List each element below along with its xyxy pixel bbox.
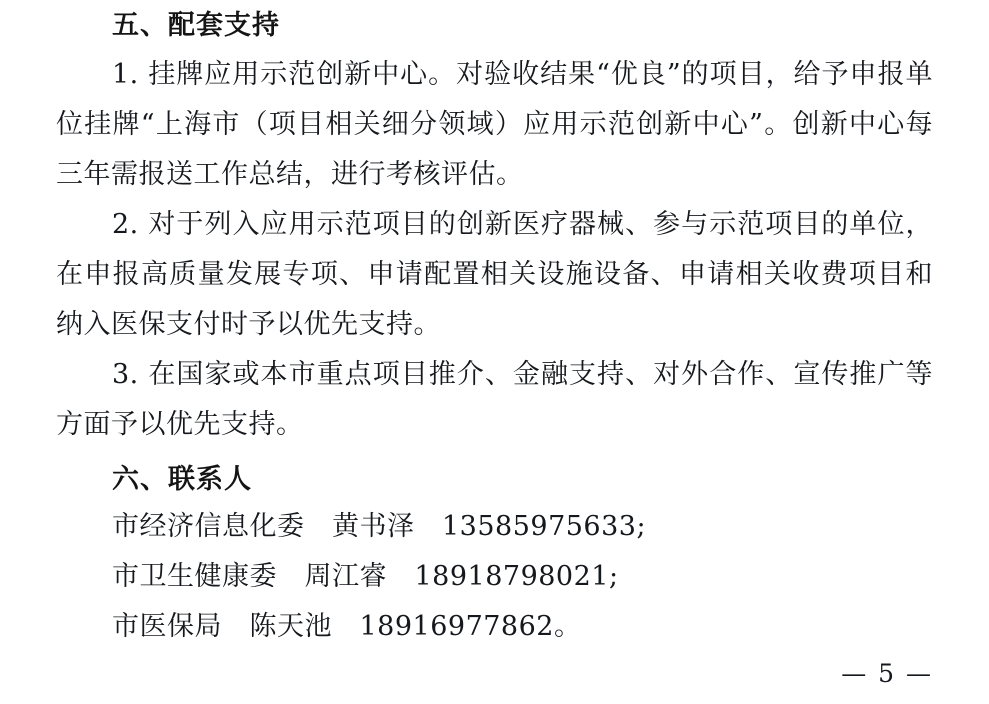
section-five-body <box>56 46 933 450</box>
paragraph-5-3: 3. 在国家或本市重点项目推介、金融支持、对外合作、宣传推广等方面予以优先支持。 <box>56 359 933 440</box>
contact-item-2: 市卫生健康委 周江睿 18918798021; <box>112 561 619 592</box>
page-number: — 5 — <box>841 659 933 688</box>
contact-list <box>56 500 933 652</box>
contact-item-3: 市医保局 陈天池 18916977862。 <box>112 611 582 642</box>
contact-item-1: 市经济信息化委 黄书泽 13585975633; <box>112 511 647 542</box>
section-heading-five: 五、配套支持 <box>112 10 280 41</box>
paragraph-5-1: 1. 挂牌应用示范创新中心。对验收结果“优良”的项目，给予申报单位挂牌“上海市（项目相关细分领域）应用示范创新中心”。创新中心每三年需报送工作总结，进行考核评估。 <box>56 59 933 190</box>
section-heading-six: 六、联系人 <box>112 464 252 495</box>
paragraph-5-2: 2. 对于列入应用示范项目的创新医疗器械、参与示范项目的单位，在申报高质量发展专项、申请配置相关设施设备、申请相关收费项目和纳入医保支付时予以优先支持。 <box>56 209 933 340</box>
